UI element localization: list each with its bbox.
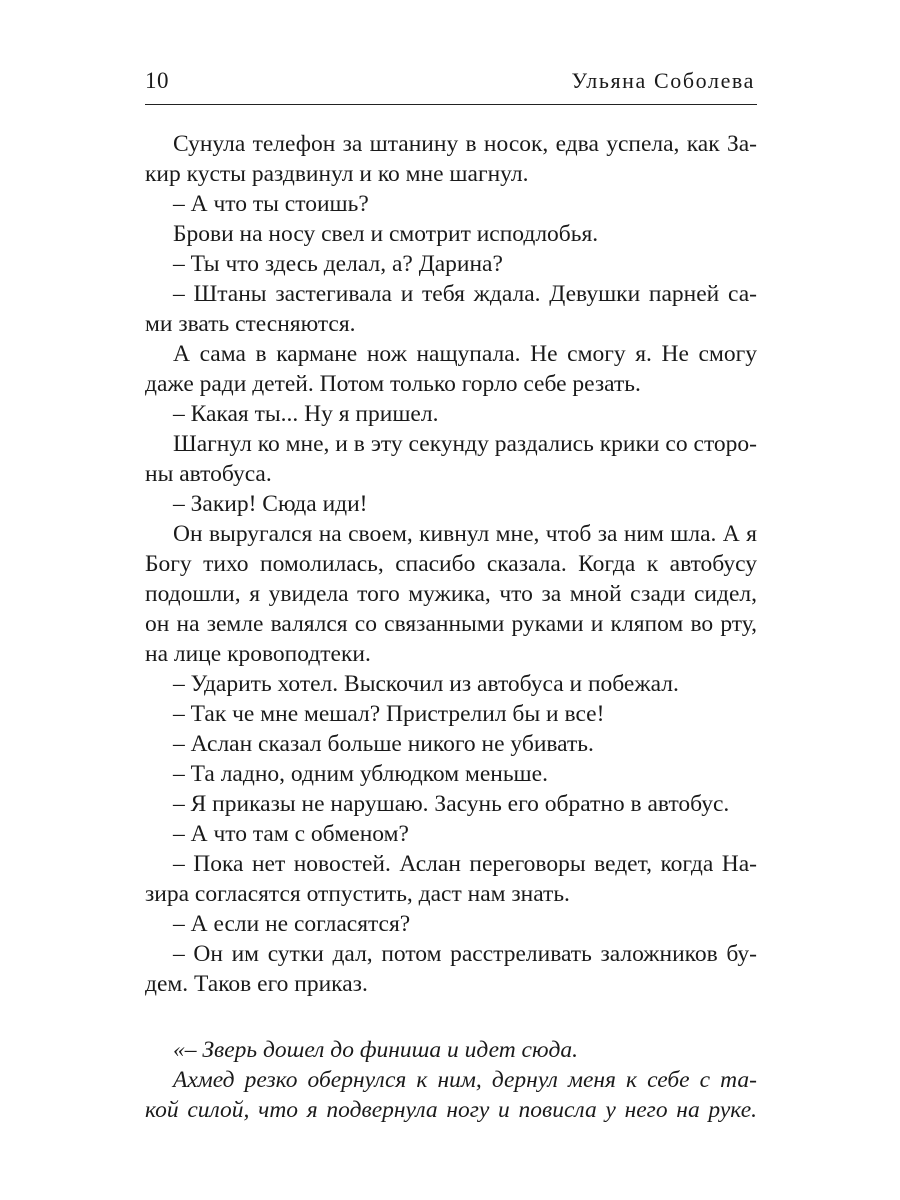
text-line: Брови на носу свел и смотрит исподлобья. xyxy=(173,221,599,247)
text-line: – Ударить хотел. Выскочил из автобуса и побежал. xyxy=(173,671,679,697)
text-line: – А что там с обменом? xyxy=(173,821,409,847)
text-line: «– Зверь дошел до финиша и идет сюда. xyxy=(173,1037,579,1063)
text-line: он на земле валялся со связанными руками и кляпом во рту, xyxy=(145,611,757,637)
running-header xyxy=(145,66,757,105)
text-line: – Пока нет новостей. Аслан переговоры ведет, когда На- xyxy=(173,851,757,877)
text-line: Сунула телефон за штанину в носок, едва успела, как За- xyxy=(173,131,757,157)
book-page xyxy=(145,66,757,1125)
text-line: – Он им сутки дал, потом расстреливать заложников бу- xyxy=(173,941,757,967)
text-line: – Штаны застегивала и тебя ждала. Девушки парней са- xyxy=(173,281,757,307)
italic-passage xyxy=(145,1035,757,1125)
text-line: кой силой, что я подвернула ногу и повисла у него на руке. xyxy=(145,1097,757,1123)
main-paragraphs xyxy=(145,129,757,999)
text-line: – А если не согласятся? xyxy=(173,911,411,937)
text-line: Ахмед резко обернулся к ним, дернул меня к себе с та- xyxy=(173,1067,757,1093)
text-line: – Закир! Сюда иди! xyxy=(173,491,368,517)
text-line: Шагнул ко мне, и в эту секунду раздались крики со сторо- xyxy=(173,431,757,457)
text-line: – Та ладно, одним ублюдком меньше. xyxy=(173,761,548,787)
page-number: 10 xyxy=(145,68,169,93)
text-line: А сама в кармане нож нащупала. Не смогу я. Не смогу xyxy=(173,341,757,367)
text-line: зира согласятся отпустить, даст нам знать. xyxy=(145,881,570,907)
text-line: Богу тихо помолилась, спасибо сказала. Когда к автобусу xyxy=(145,551,757,577)
text-line: Он выругался на своем, кивнул мне, чтоб за ним шла. А я xyxy=(173,521,757,547)
text-line: ми звать стесняются. xyxy=(145,311,356,337)
text-line: – А что ты стоишь? xyxy=(173,191,369,217)
text-line: дем. Таков его приказ. xyxy=(145,971,368,997)
main-text xyxy=(145,129,757,1125)
text-line: – Я приказы не нарушаю. Засунь его обратно в автобус. xyxy=(173,791,730,817)
text-line: кир кусты раздвинул и ко мне шагнул. xyxy=(145,161,529,187)
text-line: – Какая ты... Ну я пришел. xyxy=(173,401,439,427)
section-gap xyxy=(145,999,757,1035)
text-line: на лице кровоподтеки. xyxy=(145,641,371,667)
text-line: – Аслан сказал больше никого не убивать. xyxy=(173,731,594,757)
text-line: даже ради детей. Потом только горло себе резать. xyxy=(145,371,641,397)
text-line: подошли, я увидела того мужика, что за мной сзади сидел, xyxy=(145,581,757,607)
author-name: Ульяна Соболева xyxy=(571,68,755,93)
text-line: – Так че мне мешал? Пристрелил бы и все! xyxy=(173,701,605,727)
text-line: ны автобуса. xyxy=(145,461,272,487)
text-line: – Ты что здесь делал, а? Дарина? xyxy=(173,251,503,277)
